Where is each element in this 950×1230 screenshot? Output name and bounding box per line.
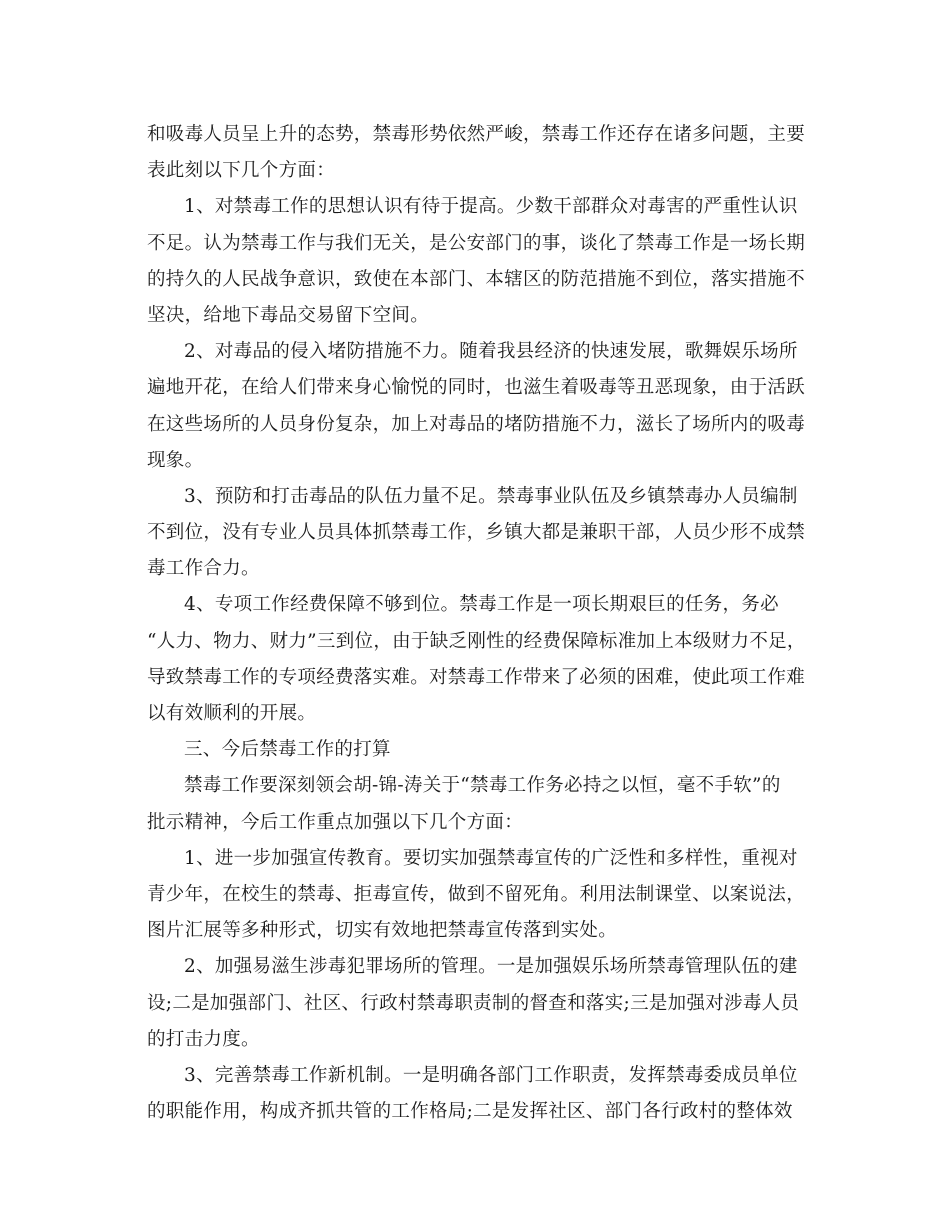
text-line: 设;二是加强部门、社区、行政村禁毒职责制的督查和落实;三是加强对涉毒人员 xyxy=(147,992,800,1014)
text-line: 1、对禁毒工作的思想认识有待于提高。少数干部群众对毒害的严重性认识 xyxy=(184,196,798,218)
text-line: 遍地开花，在给人们带来身心愉悦的同时，也滋生着吸毒等丑恶现象，由于活跃 xyxy=(147,377,806,399)
text-line: 图片汇展等多种形式，切实有效地把禁毒宣传落到实处。 xyxy=(147,920,618,942)
text-line: 在这些场所的人员身份复杂，加上对毒品的堵防措施不力，滋长了场所内的吸毒 xyxy=(147,413,806,435)
text-line: 2、对毒品的侵入堵防措施不力。随着我县经济的快速发展，歌舞娱乐场所 xyxy=(184,341,798,363)
text-line: 的持久的人民战争意识，致使在本部门、本辖区的防范措施不到位，落实措施不 xyxy=(147,268,806,290)
text-line: 禁毒工作要深刻领会胡-锦-涛关于“禁毒工作务必持之以恒，毫不手软”的 xyxy=(184,775,781,797)
text-line: 2、加强易滋生涉毒犯罪场所的管理。一是加强娱乐场所禁毒管理队伍的建 xyxy=(184,956,798,978)
text-line: 3、预防和打击毒品的队伍力量不足。禁毒事业队伍及乡镇禁毒办人员编制 xyxy=(184,485,798,507)
text-line: 毒工作合力。 xyxy=(147,558,260,580)
text-line: 的打击力度。 xyxy=(147,1028,260,1050)
text-line: 青少年，在校生的禁毒、拒毒宣传，做到不留死角。利用法制课堂、以案说法， xyxy=(147,883,806,905)
text-line: 3、完善禁毒工作新机制。一是明确各部门工作职责，发挥禁毒委成员单位 xyxy=(184,1064,798,1086)
text-line: 4、专项工作经费保障不够到位。禁毒工作是一项长期艰巨的任务，务必 xyxy=(184,594,779,616)
text-line: 坚决，给地下毒品交易留下空间。 xyxy=(147,304,430,326)
text-line: 以有效顺利的开展。 xyxy=(147,703,317,724)
text-line: 不足。认为禁毒工作与我们无关，是公安部门的事，谈化了禁毒工作是一场长期 xyxy=(147,232,806,254)
text-line: 批示精神，今后工作重点加强以下几个方面： xyxy=(147,811,524,833)
document-body xyxy=(147,117,827,1130)
text-line: 现象。 xyxy=(147,449,204,471)
text-line: 的职能作用，构成齐抓共管的工作格局;二是发挥社区、部门各行政村的整体效 xyxy=(147,1101,793,1123)
text-line: 不到位，没有专业人员具体抓禁毒工作，乡镇大都是兼职干部，人员少形不成禁 xyxy=(147,522,806,544)
text-line: 1、进一步加强宣传教育。要切实加强禁毒宣传的广泛性和多样性，重视对 xyxy=(184,847,798,869)
text-line: 和吸毒人员呈上升的态势，禁毒形势依然严峻，禁毒工作还存在诸多问题，主要 xyxy=(147,124,806,145)
text-line: “人力、物力、财力”三到位，由于缺乏刚性的经费保障标准加上本级财力不足， xyxy=(147,630,806,652)
text-line: 表此刻以下几个方面： xyxy=(147,160,336,182)
text-line: 三、今后禁毒工作的打算 xyxy=(184,739,391,761)
text-line: 导致禁毒工作的专项经费落实难。对禁毒工作带来了必须的困难，使此项工作难 xyxy=(147,666,806,688)
